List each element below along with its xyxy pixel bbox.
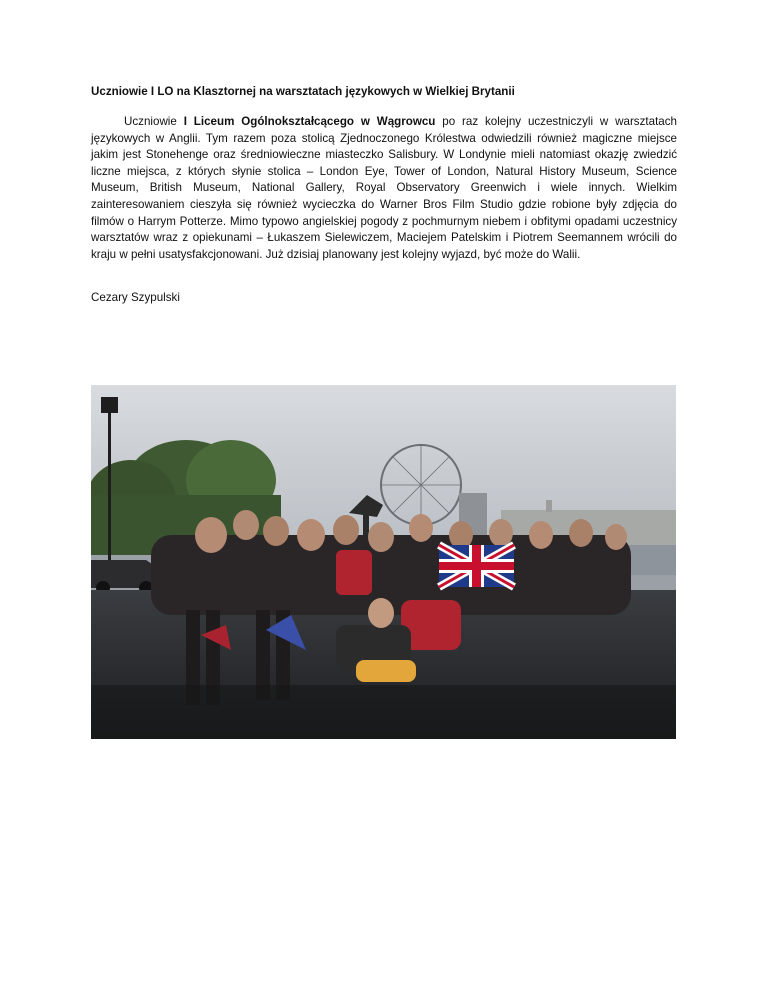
document-title: Uczniowie I LO na Klasztornej na warsztatach językowych w Wielkiej Brytanii — [91, 85, 515, 98]
group-photo-illustration — [91, 385, 676, 739]
article-paragraph — [91, 114, 677, 263]
group-photo — [91, 385, 676, 739]
paragraph-rest: po raz kolejny uczestniczyli w warsztatach językowych w Anglii. Tym razem poza stolicą Zjednoczonego Królestwa odwiedzili również magiczne miejsce jakim jest Stonehenge oraz średniowieczne miasteczko Salisbury. W Londynie mieli natomiast okazję zwiedzić liczne miejsca, z których słynie stolica – London Eye, Tower of London, Natural History Museum, Science Museum, British Museum, National Gallery, Royal Observatory Greenwich i wiele innych. Wielkim zainteresowaniem cieszyła się również wycieczka do Warner Bros Film Studio gdzie robione były zdjęcia do filmów o Harrym Potterze. Mimo typowo angielskiej pogody z pochmurnym niebem i obfitymi opadami uczestnicy warsztatów wraz z opiekunami – Łukaszem Sielewiczem, Maciejem Patelskim i Piotrem Seemannem wrócili do kraju w pełni usatysfakcjonowani. Już dzisiaj planowany jest kolejny wyjazd, być może do Walii. — [91, 115, 677, 261]
paragraph-lead: Uczniowie — [124, 115, 184, 128]
car — [91, 560, 161, 595]
pavement-reflection — [91, 685, 676, 739]
school-name: I Liceum Ogólnokształcącego w Wągrowcu — [183, 115, 436, 128]
author-name: Cezary Szypulski — [91, 291, 180, 304]
union-jack-flag — [439, 545, 514, 587]
